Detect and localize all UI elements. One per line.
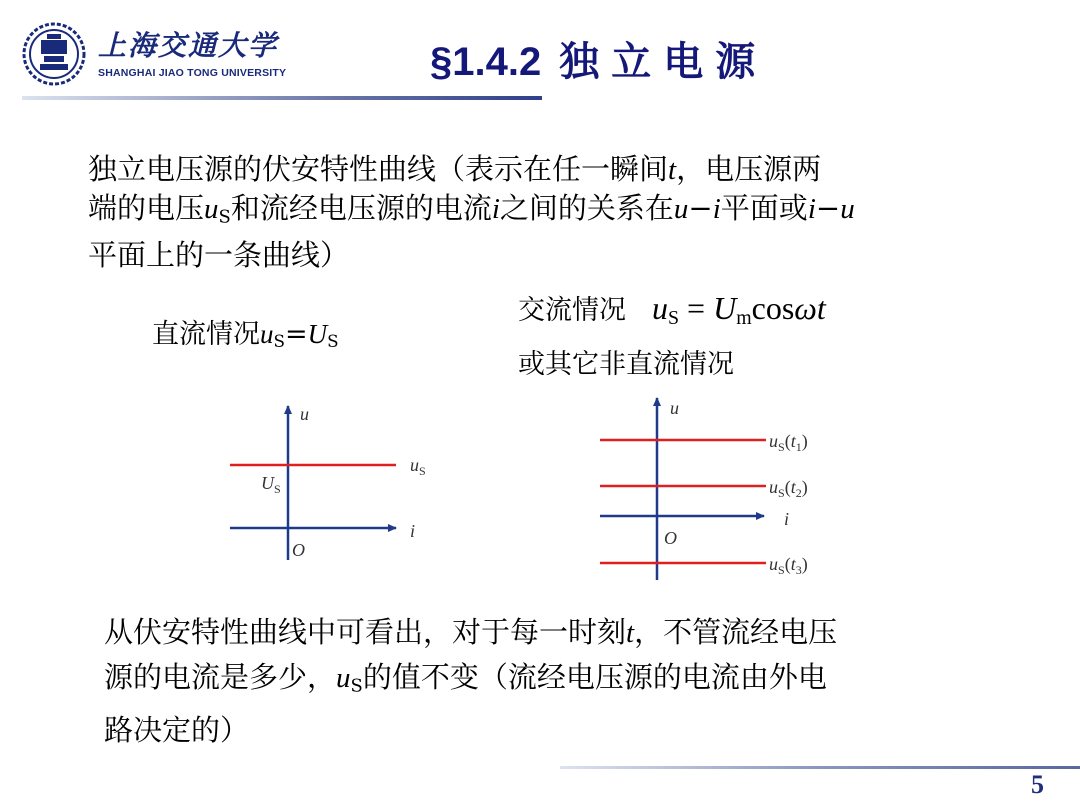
var-i: i	[491, 193, 500, 225]
conclusion-line-1	[104, 610, 1044, 655]
conclusion-line-3: 路决定的）	[104, 713, 250, 748]
title-section-number: §1.4.2	[430, 40, 542, 84]
equals-sign: =	[679, 290, 714, 326]
paren-close: )	[801, 554, 808, 574]
intro-text: 端的电压	[88, 191, 205, 225]
conclusion-line-2	[104, 655, 1044, 708]
conclusion-text: 源的电流是多少，	[104, 660, 337, 694]
sub-3: 3	[795, 563, 802, 577]
var-u: u	[336, 662, 351, 694]
var-t: t	[790, 554, 796, 574]
var-i: i	[712, 193, 721, 225]
var-u: u	[840, 193, 855, 225]
conclusion-text: 的值不变（流经电压源的电流由外电	[362, 660, 827, 694]
var-u: u	[204, 193, 219, 225]
ac-origin-label: O	[664, 528, 677, 548]
sub-s: S	[419, 464, 426, 478]
var-U: U	[713, 290, 737, 326]
ac-axis-i-label: i	[784, 509, 790, 529]
intro-line-3: 平面上的一条曲线）	[88, 238, 350, 273]
var-u: u	[260, 319, 274, 349]
title-text: 独立电源	[559, 39, 768, 85]
sub-2: 2	[795, 486, 802, 500]
ac-curve-t1-label	[769, 431, 808, 454]
university-name-cn: 上海交通大学	[98, 29, 279, 62]
paren-open: (	[784, 554, 791, 574]
paren-close: )	[801, 477, 808, 497]
page-number: 5	[1031, 770, 1044, 799]
intro-text: 独立电压源的伏安特性曲线（表示在任一瞬间	[88, 152, 669, 186]
sub-s: S	[350, 675, 363, 697]
var-u: u	[652, 290, 668, 326]
paren-open: (	[784, 477, 791, 497]
var-t: t	[790, 477, 796, 497]
ac-axis-u-label: u	[670, 398, 679, 418]
sub-s: S	[327, 331, 339, 352]
var-U: U	[261, 473, 274, 493]
cos-function: cos	[751, 290, 795, 326]
var-u: u	[769, 431, 778, 451]
paren-close: )	[801, 431, 808, 451]
intro-text: 之间的关系在	[499, 191, 674, 225]
dc-axis-u-label: u	[300, 404, 309, 424]
ac-label-text: 交流情况	[518, 295, 626, 326]
var-u: u	[673, 193, 689, 225]
sub-s: S	[778, 486, 785, 500]
intro-text: ，电压源两	[676, 152, 822, 186]
intro-text: 平面或	[720, 191, 808, 225]
sub-1: 1	[795, 440, 802, 454]
university-name-en: SHANGHAI JIAO TONG UNIVERSITY	[98, 67, 287, 79]
sub-m: m	[736, 306, 752, 329]
var-u: u	[769, 554, 778, 574]
dc-axis-i-label: i	[410, 521, 416, 541]
dc-label-text: 直流情况	[152, 319, 260, 350]
ac-case-label-2: 或其它非直流情况	[518, 349, 734, 380]
equals-sign: =	[284, 319, 308, 350]
conclusion-paragraph	[104, 610, 1044, 752]
dc-graph	[230, 404, 426, 560]
var-t: t	[626, 617, 635, 649]
dc-level-label	[261, 473, 281, 496]
sub-s: S	[778, 440, 785, 454]
ac-curve-t3-label	[769, 554, 808, 577]
var-t: t	[668, 154, 677, 186]
conclusion-text: ，不管流经电压	[634, 615, 838, 649]
ac-graph	[600, 398, 808, 580]
var-i: i	[807, 193, 816, 225]
dc-line-label	[410, 455, 426, 478]
paren-open: (	[784, 431, 791, 451]
var-t: t	[790, 431, 796, 451]
var-U: U	[307, 319, 328, 349]
sub-s: S	[274, 482, 281, 496]
sub-s: S	[218, 206, 231, 228]
dash: −	[688, 191, 713, 225]
dash: −	[815, 191, 841, 225]
dc-origin-label: O	[292, 540, 305, 560]
var-omega-t: ωt	[794, 290, 826, 326]
intro-text: 和流经电压源的电流	[230, 191, 492, 225]
conclusion-text: 从伏安特性曲线中可看出，对于每一时刻	[104, 615, 627, 649]
var-u: u	[410, 455, 419, 475]
sub-s: S	[778, 563, 785, 577]
sub-s: S	[668, 306, 680, 329]
var-u: u	[769, 477, 778, 497]
sub-s: S	[273, 331, 285, 352]
footer-divider	[560, 766, 1080, 769]
ac-curve-t2-label	[769, 477, 808, 500]
